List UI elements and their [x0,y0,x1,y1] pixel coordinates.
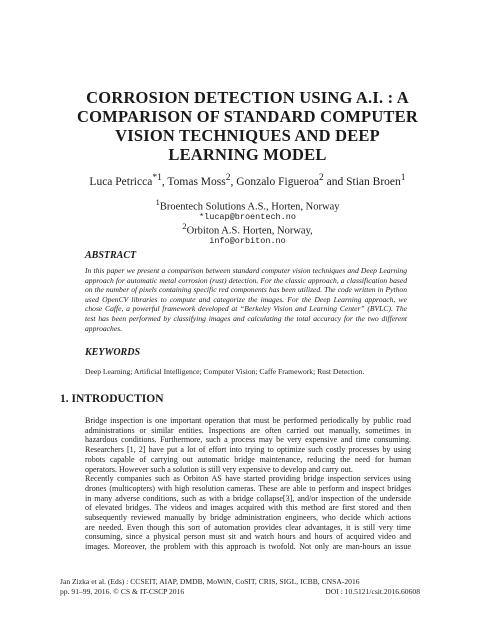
affiliation-1 [40,197,455,213]
introduction-body [85,416,411,552]
email-1: *lucap@broentech.no [199,212,296,222]
body-line: Recently companies such as Orbiton AS have started providing bridge inspection services using [85,474,411,484]
author-list [40,172,455,188]
title-line: VISION TECHNIQUES AND DEEP [115,126,380,145]
affiliation-mark: 2 [182,221,187,231]
body-line: in many adverse conditions, such as with a bridge collapse[3], and/or inspection of the underside [85,493,411,503]
email-2: info@orbiton.no [209,236,286,246]
footer-doi: DOI : 10.5121/csit.2016.60608 [325,586,420,596]
page-footer [60,577,420,596]
body-line: subsequently reviewed manually by bridge administration engineers, who decide which actions [85,513,411,523]
footer-pages: pp. 91–99, 2016. © CS & IT-CSCP 2016 [60,586,185,596]
author-name: Luca Petricca [89,175,153,188]
body-line: administrations or similar entities. Inspections are often carried out manually, sometimes in [85,425,411,435]
body-line: images. Moreover, the problem with this approach is twofold. Not only are man-hours an issue [85,542,411,552]
author-mark: 2 [225,172,231,183]
body-line: Researchers [1, 2] have put a lot of effort into trying to optimize such costly processes by using [85,445,411,455]
body-line: are needed. Even though this sort of automation provides clear advantages, it is still very time [85,522,411,532]
author-name: and Stian Broen [323,175,401,188]
affiliation-mark: 1 [155,197,160,207]
paper-title [60,88,435,164]
footer-citation: Jan Zizka et al. (Eds) : CCSEIT, AIAP, DMDB, MoWiN, CoSIT, CRIS, SIGL, ICBB, CNSA-2016 [60,577,360,586]
footer-row [60,587,420,597]
title-line: COMPARISON OF STANDARD COMPUTER [77,107,418,126]
author-mark: 1 [400,172,406,183]
body-line: hazardous conditions. Furthermore, such a process may be very expensive and time consuming. [85,435,411,445]
keywords-heading: KEYWORDS [85,347,141,358]
title-line: CORROSION DETECTION USING A.I. : A [86,88,409,107]
author-name: , Tomas Moss [161,175,226,188]
affiliation-text: Orbiton A.S. Horten, Norway, [186,225,313,237]
body-line: robots capable of carrying out automatic bridge maintenance, reducing the need for human [85,454,411,464]
abstract-text: In this paper we present a comparison between standard computer vision techniques and Deep Learning approach for automatic metal corrosion (rust) detection. For the classic approach, a classification based on the number of pixels containing specific red components has been utilized. The code written in Python used OpenCV libraries to compute and categorize the images. For the Deep Learning approach, we chose Caffe, a powerful framework developed at “Berkeley Vision and Learning Center” (BVLC). The test has been performed by classifying images and calculating the total accuracy for the two different approaches. [85,266,407,333]
body-line: consuming, since a physical person must sit and watch hours and hours of acquired video and [85,532,411,542]
body-line: operators. However such a solution is still very expensive to develop and carry out. [85,464,353,474]
affiliation-text: Broentech Solutions A.S., Horten, Norway [159,201,340,213]
abstract-heading: ABSTRACT [85,250,137,261]
body-line: Bridge inspection is one important operation that must be performed periodically by public road [85,416,411,425]
body-line: drones (multicopters) with high resolution cameras. These are able to perform and inspect bridges [85,483,411,493]
body-line: of elevated bridges. The videos and images acquired with this method are first stored and then [85,503,411,513]
section-heading: 1. INTRODUCTION [60,393,164,405]
author-mark: *1 [152,172,162,183]
author-mark: 2 [319,172,324,183]
affiliation-2 [40,221,455,237]
title-line: LEARNING MODEL [168,145,327,164]
author-name: , Gonzalo Figueroa [230,175,319,188]
keywords-text: Deep Learning; Artificial Intelligence; Computer Vision; Caffe Framework; Rust Detection. [85,367,365,376]
